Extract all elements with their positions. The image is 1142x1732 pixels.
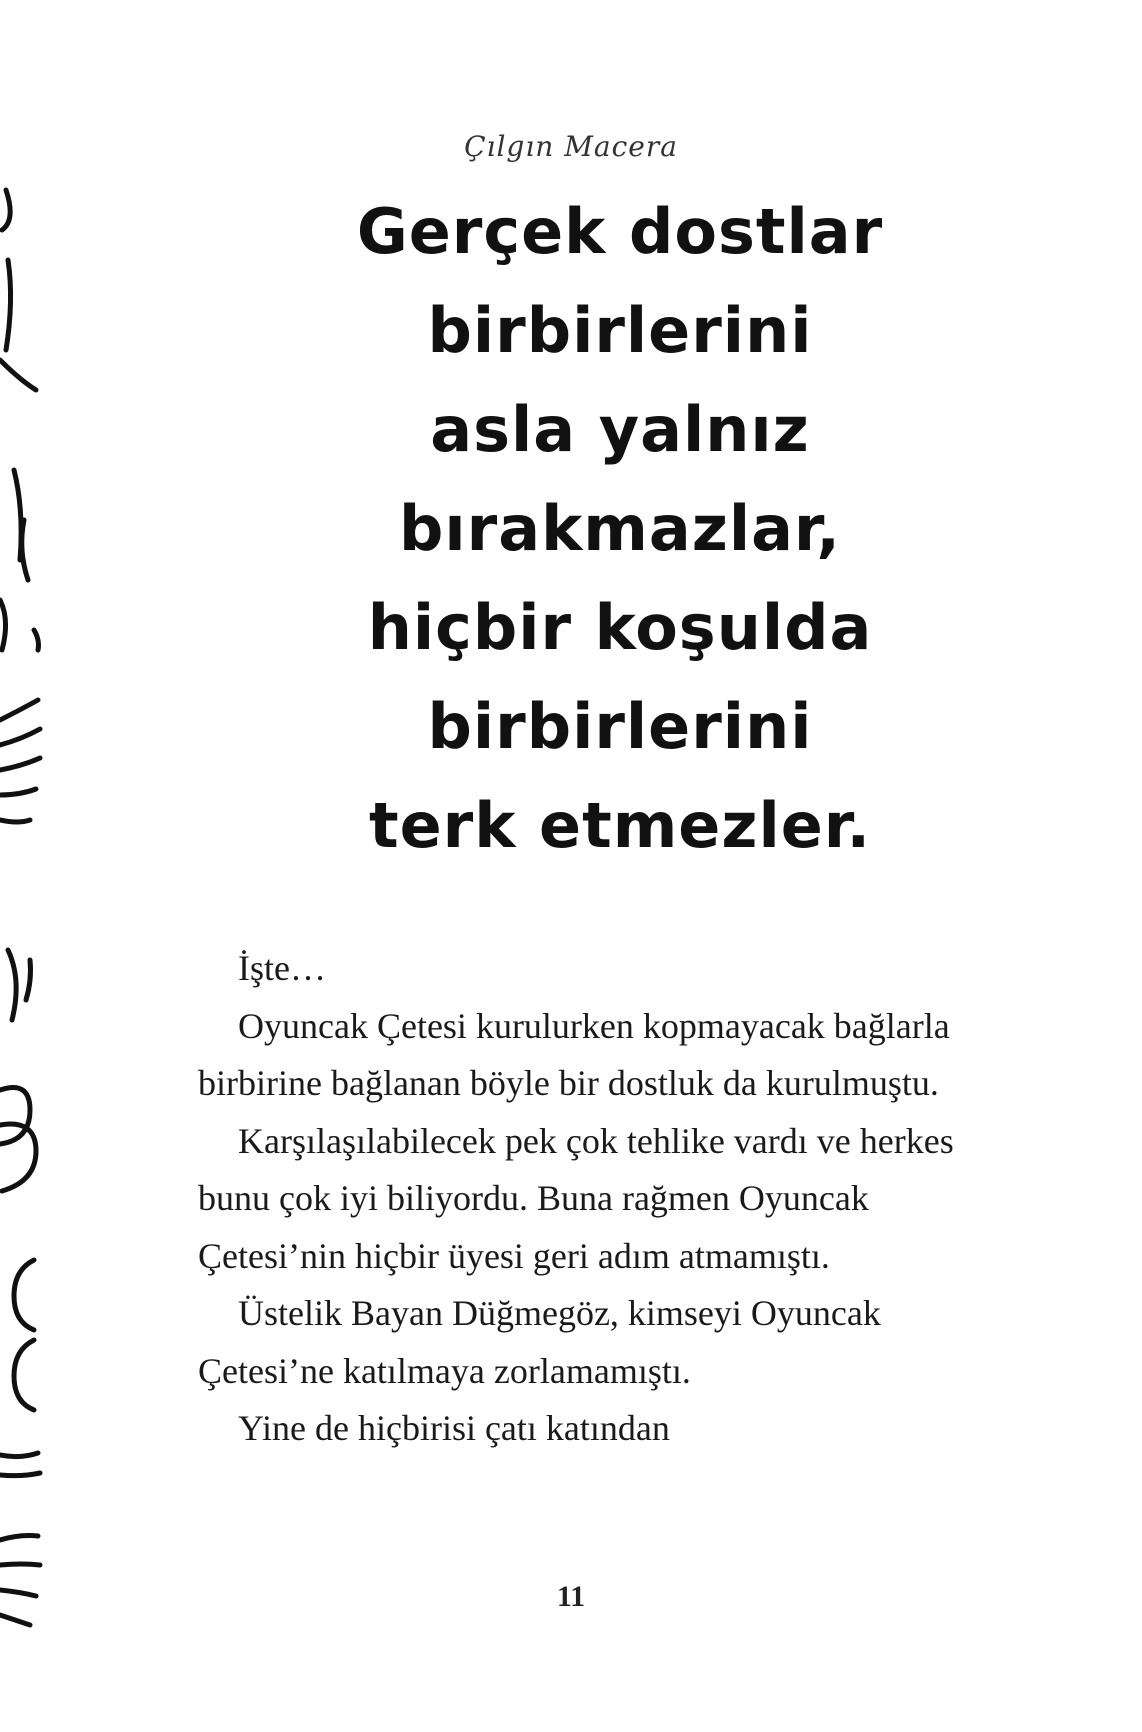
paragraph: İşte… <box>238 948 326 988</box>
quote-line: Gerçek dostlar <box>356 195 884 268</box>
quote-line: terk etmezler. <box>368 789 872 862</box>
paragraph: Yine de hiçbirisi çatı katından <box>238 1408 670 1448</box>
quote-line: hiçbir koşulda <box>367 591 873 664</box>
margin-illustration <box>0 0 50 1732</box>
paragraph: Oyuncak Çetesi kurulurken kopmayacak bağlarla birbirine bağlanan böyle bir dostluk da kurulmuştu. <box>198 1005 950 1103</box>
paragraph: Üstelik Bayan Düğmegöz, kimseyi Oyuncak Çetesi’ne katılmaya zorlamamıştı. <box>198 1293 881 1391</box>
quote-line: asla yalnız <box>430 393 810 466</box>
page-number: 11 <box>556 1580 586 1613</box>
body-text <box>198 940 958 1458</box>
running-header: Çılgın Macera <box>464 130 678 163</box>
quote-line: birbirlerini <box>427 294 813 367</box>
quote-line: bırakmazlar, <box>399 492 841 565</box>
paragraph: Karşılaşılabilecek pek çok tehlike vardı ve herkes bunu çok iyi biliyordu. Buna rağmen Oyuncak Çetesi’nin hiçbir üyesi geri adım atmamıştı. <box>198 1120 954 1276</box>
quote-line: birbirlerini <box>427 690 813 763</box>
quote-block <box>200 182 1040 875</box>
